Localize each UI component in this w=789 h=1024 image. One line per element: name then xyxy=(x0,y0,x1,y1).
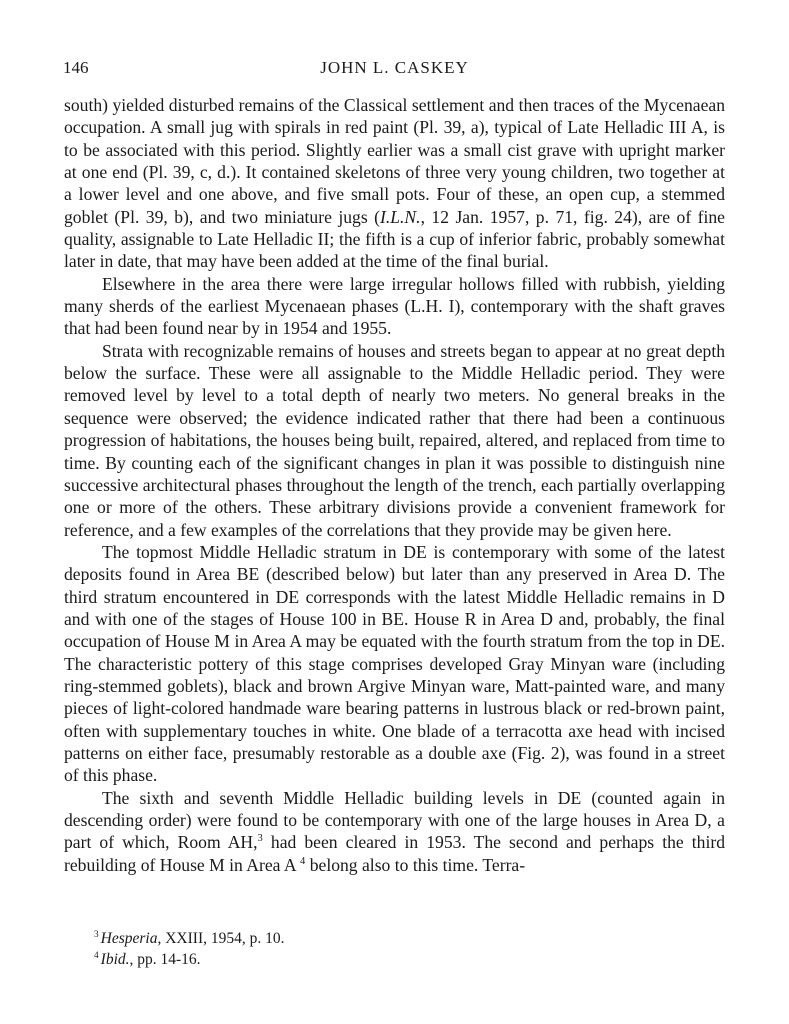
footnote-3-text: , XXIII, 1954, p. 10. xyxy=(157,930,285,947)
footnote-ref-3: 3 xyxy=(257,833,263,845)
paragraph-1 xyxy=(64,94,725,273)
paragraph-1-citation: I.L.N. xyxy=(379,206,421,227)
footnote-4 xyxy=(94,949,284,970)
paragraph-2: Elsewhere in the area there were large irregular hollows filled with rubbish, yielding many sherds of the earliest Mycenaean phases (L.H. I), contemporary with the shaft graves that had been found near by in 1954 and 1955. xyxy=(64,273,725,339)
footnote-3-mark: 3 xyxy=(94,929,99,940)
footnote-ref-4: 4 xyxy=(300,855,306,867)
body-text xyxy=(64,94,725,876)
paragraph-5-text-c: belong also to this time. Terra- xyxy=(305,854,526,875)
footnote-4-text: , pp. 14-16. xyxy=(129,951,201,968)
running-head: JOHN L. CASKEY xyxy=(320,58,469,77)
paragraph-5-text-b: had been cleared in 1953. The second and perhaps the third rebuilding of House M in Area A xyxy=(64,832,725,875)
footnote-4-title: Ibid. xyxy=(100,951,130,968)
footnote-4-mark: 4 xyxy=(94,950,99,961)
footnote-3 xyxy=(94,928,284,949)
footnote-3-title: Hesperia xyxy=(100,930,158,947)
footnotes xyxy=(94,928,284,970)
paragraph-5 xyxy=(64,787,725,876)
paragraph-5-text-a: The sixth and seventh Middle Helladic building levels in DE (counted again in descending order) were found to be contemporary with one of the large houses in Area D, a part of which, Room AH, xyxy=(64,787,725,853)
paragraph-3: Strata with recognizable remains of houses and streets began to appear at no great depth below the surface. These were all assignable to the Middle Helladic period. They were removed level by level to a total depth of nearly two meters. No general breaks in the sequence were observed; the evidence indicated rather that there had been a continuous progression of habitations, the houses being built, repaired, altered, and replaced from time to time. By counting each of the significant changes in plan it was possible to distinguish nine successive architectural phases throughout the length of the trench, each partially overlapping one or more of the others. These arbitrary divisions provide a convenient framework for reference, and a few examples of the correlations that they provide may be given here. xyxy=(64,340,725,540)
paragraph-1-text-b: , 12 Jan. 1957, p. 71, fig. 24), are of fine quality, assignable to Late Helladic II; the fifth is a cup of inferior fabric, probably somewhat later in date, that may have been added at the time of the final burial. xyxy=(64,206,725,272)
page-number: 146 xyxy=(63,58,89,77)
paragraph-1-text-a: south) yielded disturbed remains of the Classical settlement and then traces of the Mycenaean occupation. A small jug with spirals in red paint (Pl. 39, a), typical of Late Helladic III A, is to be associated with this period. Slightly earlier was a small cist grave with upright marker at one end (Pl. 39, c, d.). It contained skeletons of three very young children, two together at a lower level and one above, and five small pots. Four of these, an open cup, a stemmed goblet (Pl. 39, b), and two miniature jugs ( xyxy=(64,95,725,227)
page-header xyxy=(63,58,726,82)
paragraph-4: The topmost Middle Helladic stratum in DE is contemporary with some of the latest deposits found in Area BE (described below) but later than any preserved in Area D. The third stratum encountered in DE corresponds with the latest Middle Helladic remains in D and with one of the stages of House 100 in BE. House R in Area D and, probably, the final occupation of House M in Area A may be equated with the fourth stratum from the top in DE. The characteristic pottery of this stage comprises developed Gray Minyan ware (including ring-stemmed goblets), black and brown Argive Minyan ware, Matt-painted ware, and many pieces of light-colored handmade ware bearing patterns in lustrous black or red-brown paint, often with supplementary touches in white. One blade of a terracotta axe head with incised patterns on either face, presumably restorable as a double axe (Fig. 2), was found in a street of this phase. xyxy=(64,541,725,786)
